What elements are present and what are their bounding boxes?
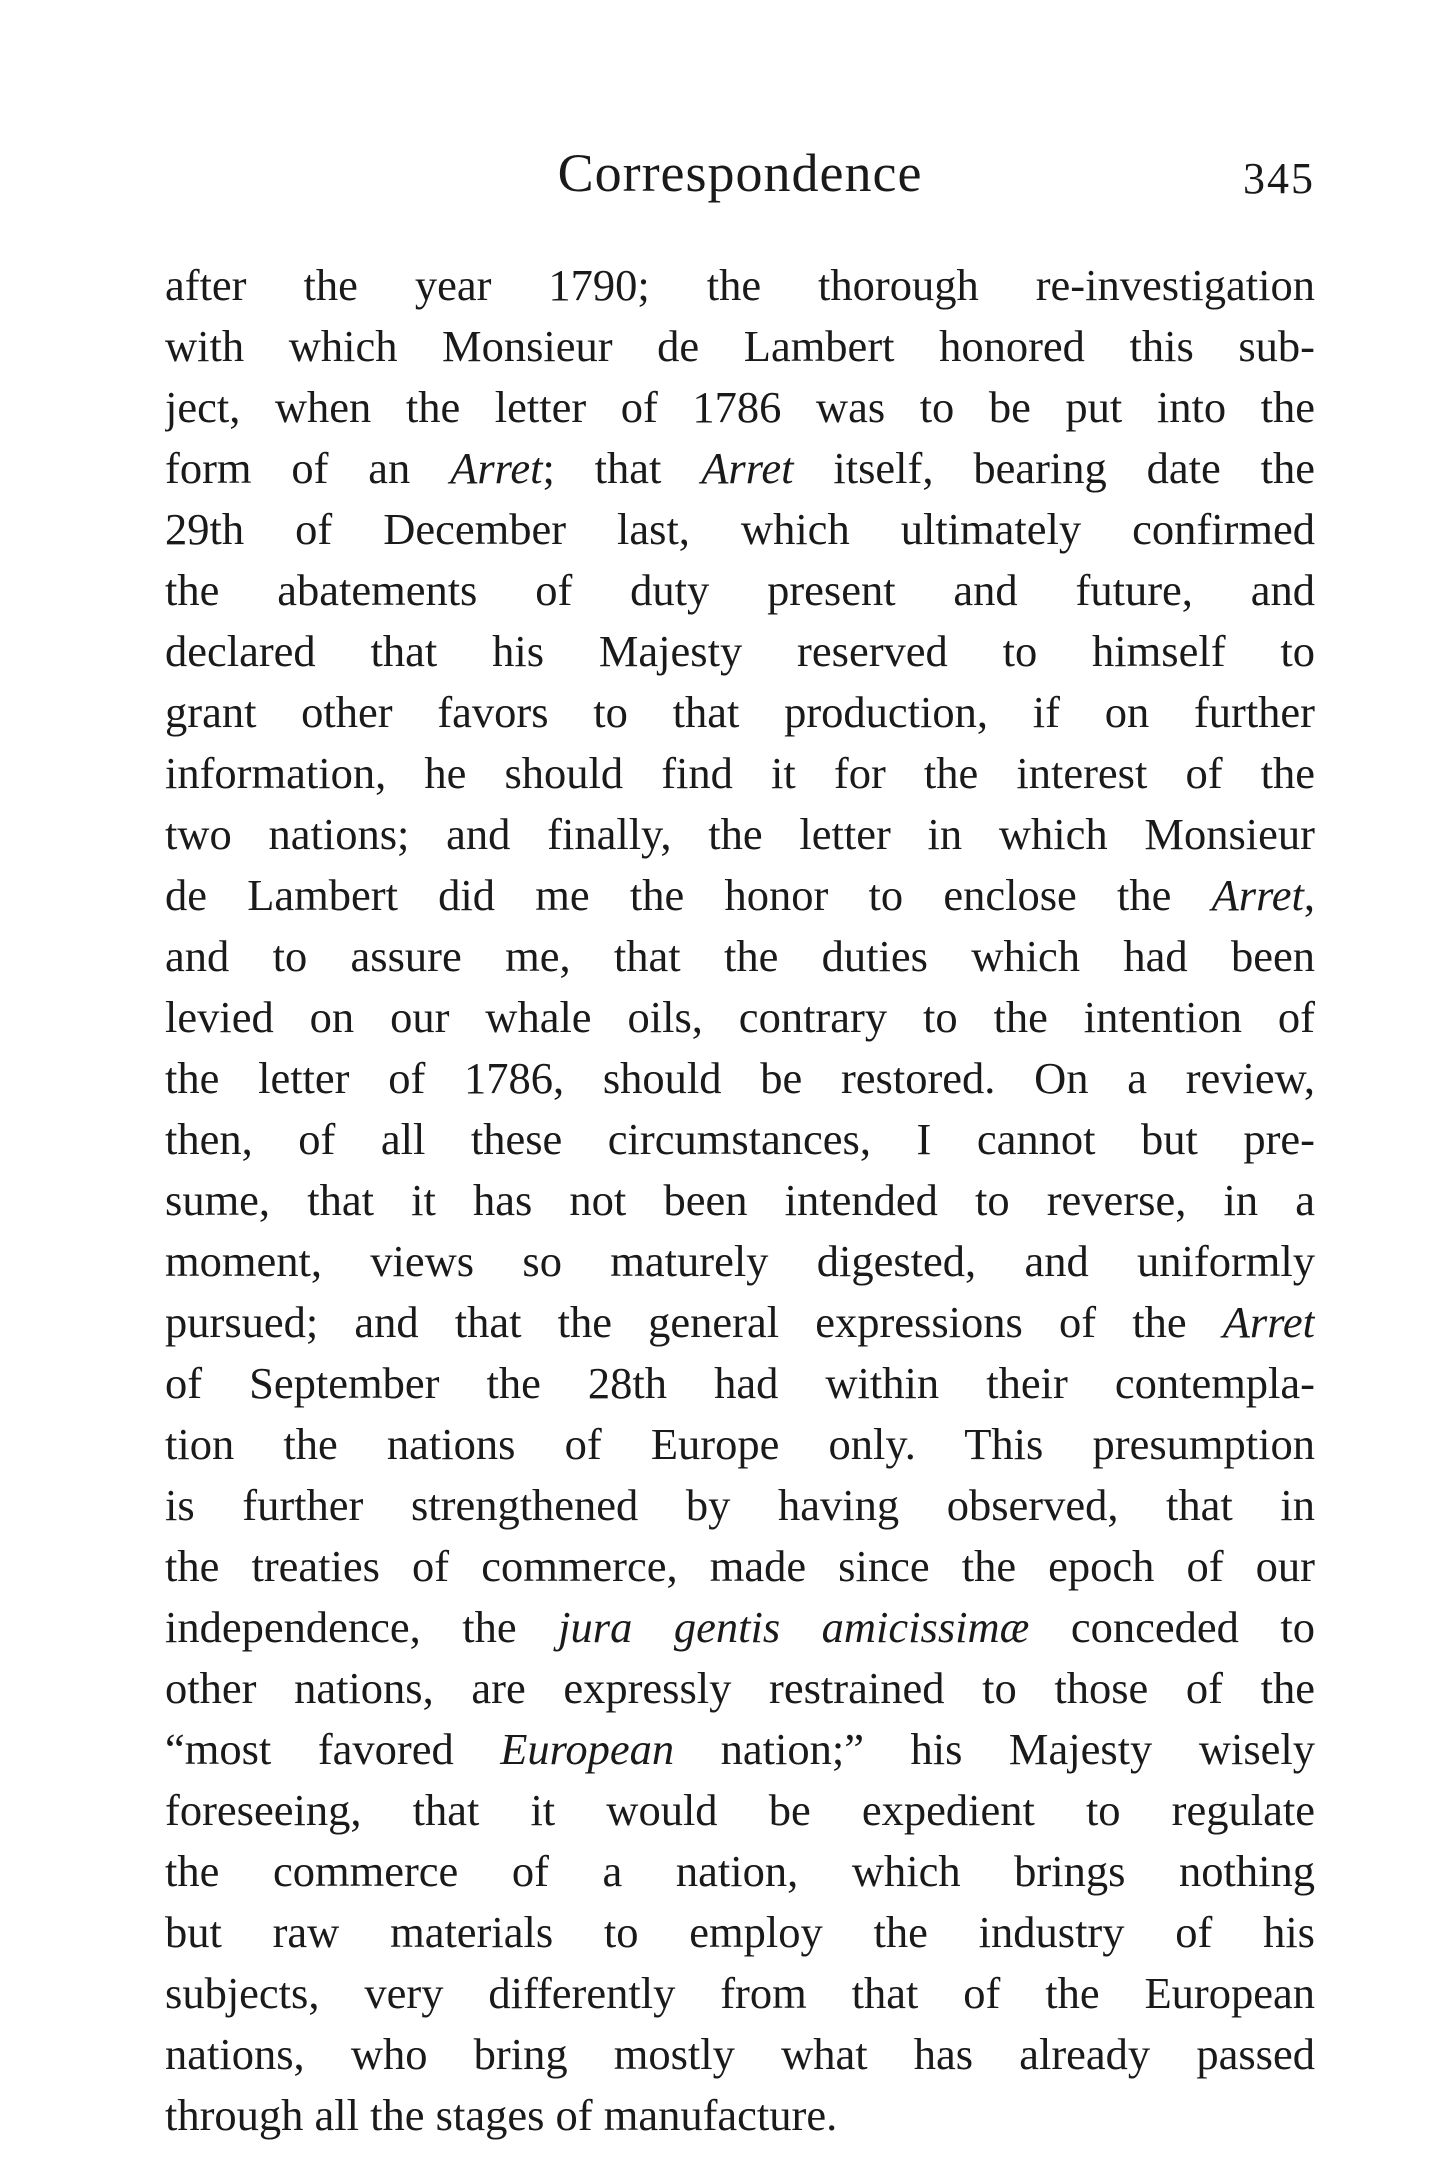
text-line: the commerce of a nation, which brings nothing [165,1846,1315,1896]
page-number: 345 [1243,154,1315,203]
text-line: levied on our whale oils, contrary to the intention of [165,992,1315,1042]
text-line: moment, views so maturely digested, and uniformly [165,1236,1315,1286]
text-line: 29th of December last, which ultimately confirmed [165,504,1315,554]
text-line: is further strengthened by having observed, that in [165,1480,1315,1530]
text-line: the letter of 1786, should be restored. On a review, [165,1053,1315,1103]
body-text [165,255,1315,2146]
text-line: “most favored European nation;” his Majesty wisely [165,1724,1315,1774]
text-line: foreseeing, that it would be expedient to regulate [165,1785,1315,1835]
text-line: the abatements of duty present and future, and [165,565,1315,615]
text-line: then, of all these circumstances, I cannot but pre- [165,1114,1315,1164]
text-line: information, he should find it for the interest of the [165,748,1315,798]
text-line: the treaties of commerce, made since the epoch of our [165,1541,1315,1591]
text-line: other nations, are expressly restrained to those of the [165,1663,1315,1713]
text-line: declared that his Majesty reserved to himself to [165,626,1315,676]
text-line: de Lambert did me the honor to enclose the Arret, [165,870,1315,920]
text-line: of September the 28th had within their contempla- [165,1358,1315,1408]
text-line: tion the nations of Europe only. This presumption [165,1419,1315,1469]
text-line: after the year 1790; the thorough re-investigation [165,260,1315,310]
text-line: through all the stages of manufacture. [165,2090,838,2140]
text-line: subjects, very differently from that of the European [165,1968,1315,2018]
text-line: form of an Arret; that Arret itself, bearing date the [165,443,1315,493]
text-line: and to assure me, that the duties which had been [165,931,1315,981]
text-line: two nations; and finally, the letter in which Monsieur [165,809,1315,859]
text-line: independence, the jura gentis amicissimæ conceded to [165,1602,1315,1652]
running-title: Correspondence [557,143,923,203]
text-line: but raw materials to employ the industry of his [165,1907,1315,1957]
text-line: nations, who bring mostly what has already passed [165,2029,1315,2079]
text-line: with which Monsieur de Lambert honored this sub- [165,321,1315,371]
text-line: sume, that it has not been intended to reverse, in a [165,1175,1315,1225]
text-line: pursued; and that the general expressions of the Arret [165,1297,1315,1347]
text-line: grant other favors to that production, if on further [165,687,1315,737]
page-header [165,138,1315,208]
text-line: ject, when the letter of 1786 was to be put into the [165,382,1315,432]
